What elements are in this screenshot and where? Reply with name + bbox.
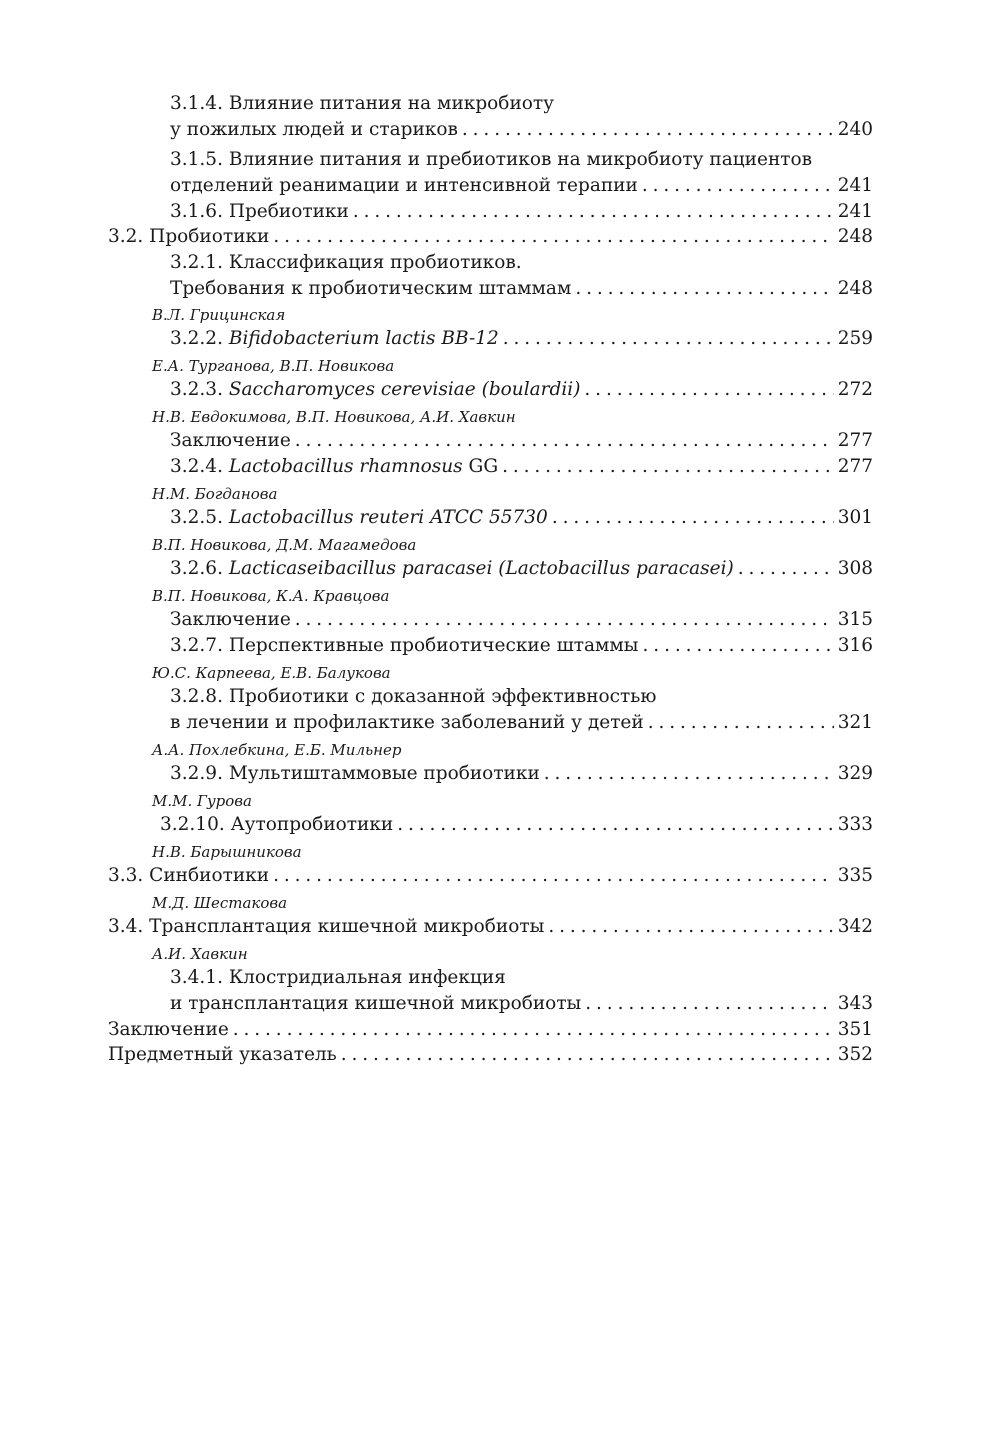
toc-entry[interactable] xyxy=(170,200,873,224)
toc-entry-text: 3.4. Трансплантация кишечной микробиоты xyxy=(108,916,545,937)
toc-entry-text: Требования к пробиотическим штаммам xyxy=(170,278,572,299)
dot-leader xyxy=(353,200,834,224)
toc-entry-text xyxy=(170,378,580,402)
toc-page-number: 335 xyxy=(837,865,873,886)
dot-leader xyxy=(648,711,834,735)
toc-page-number: 352 xyxy=(837,1044,873,1065)
dot-leader xyxy=(643,634,834,658)
toc-entry-number: 3.2.4. xyxy=(170,456,229,477)
toc-author: А.И. Хавкин xyxy=(152,945,248,963)
toc-entry-text: 3.1.4. Влияние питания на микробиоту xyxy=(170,93,555,114)
toc-entry[interactable] xyxy=(170,557,873,581)
toc-page-number: 241 xyxy=(837,201,873,222)
toc-entry-title-italic: Lactobacillus reuteri ATCC 55730 xyxy=(228,507,548,528)
toc-page-number: 277 xyxy=(837,456,873,477)
toc-entry-number: 3.2.3. xyxy=(170,379,229,400)
toc-entry-text: 3.2. Пробиотики xyxy=(108,226,270,247)
toc-page-number: 248 xyxy=(837,278,873,299)
dot-leader xyxy=(503,327,834,351)
toc-entry-text: 3.1.6. Пребиотики xyxy=(170,201,349,222)
toc-author: Н.М. Богданова xyxy=(152,485,278,503)
toc-page-number: 240 xyxy=(837,119,873,140)
toc-author: В.Л. Грицинская xyxy=(152,306,286,324)
toc-entry-text: 3.2.10. Аутопробиотики xyxy=(160,814,394,835)
dot-leader xyxy=(273,225,833,249)
toc-entry[interactable] xyxy=(170,634,873,658)
toc-entry-text: 3.2.9. Мультиштаммовые пробиотики xyxy=(170,763,540,784)
toc-section-entry[interactable] xyxy=(108,864,873,888)
toc-entry-text: Заключение xyxy=(170,609,291,630)
toc-entry[interactable] xyxy=(170,277,873,301)
toc-section-entry[interactable] xyxy=(108,225,873,249)
toc-author: Н.В. Барышникова xyxy=(152,843,302,861)
toc-author: М.М. Гурова xyxy=(152,792,252,810)
toc-entry-text xyxy=(170,327,499,351)
toc-entry[interactable] xyxy=(170,455,873,479)
toc-entry-title-italic: Lacticaseibacillus paracasei (Lactobacillus paracasei) xyxy=(228,558,734,579)
toc-page-number: 329 xyxy=(837,763,873,784)
toc-entry-text xyxy=(170,506,548,530)
dot-leader xyxy=(295,429,834,453)
dot-leader xyxy=(544,762,834,786)
toc-entry-title xyxy=(170,685,656,709)
toc-page-number: 308 xyxy=(837,558,873,579)
dot-leader xyxy=(548,915,833,939)
toc-entry-text xyxy=(170,455,498,479)
dot-leader xyxy=(575,277,833,301)
toc-entry-text: Заключение xyxy=(170,430,291,451)
toc-entry-number: 3.2.5. xyxy=(170,507,229,528)
toc-entry-text: отделений реанимации и интенсивной терапии xyxy=(170,175,638,196)
dot-leader xyxy=(295,608,834,632)
toc-entry[interactable] xyxy=(170,174,873,198)
toc-entry[interactable] xyxy=(170,429,873,453)
dot-leader xyxy=(462,118,834,142)
toc-entry-number: 3.2.6. xyxy=(170,558,229,579)
dot-leader xyxy=(552,506,834,530)
dot-leader xyxy=(233,1018,834,1042)
toc-author: В.П. Новикова, К.А. Кравцова xyxy=(152,587,390,605)
toc-entry[interactable] xyxy=(170,992,873,1016)
toc-entry-title xyxy=(170,966,506,990)
dot-leader xyxy=(397,813,833,837)
toc-entry-text: Предметный указатель xyxy=(108,1044,337,1065)
toc-section-entry[interactable] xyxy=(108,1043,873,1067)
toc-section-entry[interactable] xyxy=(108,1018,873,1042)
toc-entry-text: 3.2.7. Перспективные пробиотические штаммы xyxy=(170,635,639,656)
dot-leader xyxy=(502,455,834,479)
toc-page-number: 321 xyxy=(837,712,873,733)
toc-page-number: 316 xyxy=(837,635,873,656)
toc-section-entry[interactable] xyxy=(108,915,873,939)
toc-author: Е.А. Турганова, В.П. Новикова xyxy=(152,357,395,375)
toc-page-number: 343 xyxy=(837,993,873,1014)
toc-page-number: 315 xyxy=(837,609,873,630)
dot-leader xyxy=(738,557,834,581)
toc-entry-title-italic: Saccharomyces cerevisiae (boulardii) xyxy=(228,379,581,400)
toc-page-number: 351 xyxy=(837,1019,873,1040)
toc-entry-title xyxy=(170,148,812,172)
toc-page-number: 241 xyxy=(837,175,873,196)
toc-entry-text: 3.2.8. Пробиотики с доказанной эффективностью xyxy=(170,686,657,707)
toc-author: Ю.С. Карпеева, Е.В. Балукова xyxy=(152,664,391,682)
dot-leader xyxy=(642,174,834,198)
toc-entry[interactable] xyxy=(170,506,873,530)
toc-page-number: 333 xyxy=(837,814,873,835)
toc-page-number: 301 xyxy=(837,507,873,528)
toc-entry[interactable] xyxy=(170,608,873,632)
toc-author: В.П. Новикова, Д.М. Магамедова xyxy=(152,536,417,554)
toc-page-number: 277 xyxy=(837,430,873,451)
toc-entry[interactable] xyxy=(170,378,873,402)
toc-entry-text: и трансплантация кишечной микробиоты xyxy=(170,993,582,1014)
toc-entry[interactable] xyxy=(170,327,873,351)
toc-entry-title xyxy=(170,251,522,275)
toc-entry[interactable] xyxy=(170,762,873,786)
toc-entry-text: 3.2.1. Классификация пробиотиков. xyxy=(170,252,522,273)
toc-entry-text: у пожилых людей и стариков xyxy=(170,119,458,140)
dot-leader xyxy=(341,1043,834,1067)
toc-entry-text xyxy=(170,557,734,581)
toc-entry[interactable] xyxy=(170,118,873,142)
toc-entry-title-italic: Bifidobacterium lactis BB-12 xyxy=(228,328,499,349)
toc-author: Н.В. Евдокимова, В.П. Новикова, А.И. Хавкин xyxy=(152,408,516,426)
toc-entry[interactable] xyxy=(170,711,873,735)
toc-entry-number: 3.2.2. xyxy=(170,328,229,349)
toc-author: А.А. Похлебкина, Е.Б. Мильнер xyxy=(152,741,402,759)
toc-page-number: 259 xyxy=(837,328,873,349)
dot-leader xyxy=(273,864,834,888)
toc-entry-text: Заключение xyxy=(108,1019,229,1040)
toc-entry-title-italic: Lactobacillus rhamnosus xyxy=(228,456,463,477)
toc-entry-text: 3.3. Синбиотики xyxy=(108,865,270,886)
dot-leader xyxy=(584,378,833,402)
dot-leader xyxy=(585,992,833,1016)
toc-author: М.Д. Шестакова xyxy=(152,894,288,912)
toc-entry-text: в лечении и профилактике заболеваний у детей xyxy=(170,712,644,733)
toc-entry-text: 3.4.1. Клостридиальная инфекция xyxy=(170,967,506,988)
toc-page-number: 248 xyxy=(837,226,873,247)
toc-page-number: 272 xyxy=(837,379,873,400)
toc-entry[interactable] xyxy=(160,813,873,837)
toc-page-number: 342 xyxy=(837,916,873,937)
toc-entry-suffix: GG xyxy=(462,456,499,477)
toc-entry-text: 3.1.5. Влияние питания и пребиотиков на микробиоту пациентов xyxy=(170,149,813,170)
toc-entry-title xyxy=(170,92,554,116)
